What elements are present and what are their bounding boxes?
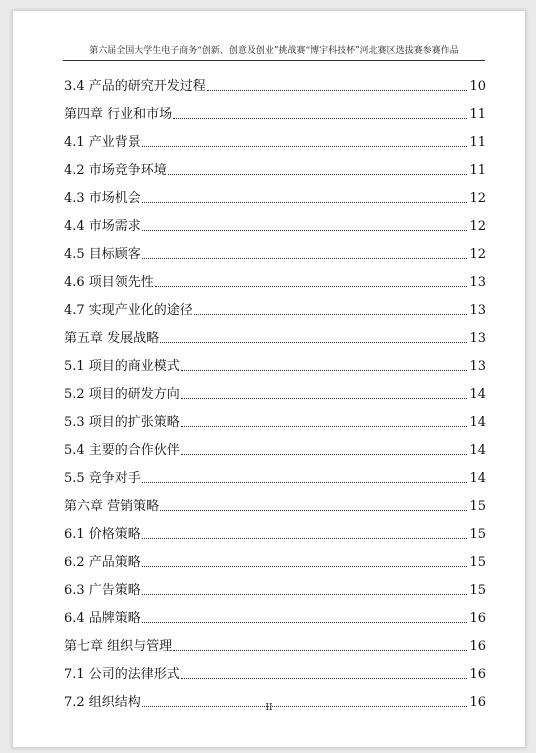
toc-entry[interactable] bbox=[64, 569, 486, 597]
toc-dot-leader bbox=[168, 173, 468, 175]
toc-entry[interactable] bbox=[64, 121, 486, 149]
page-number: II bbox=[265, 703, 273, 713]
toc-dot-leader bbox=[155, 285, 468, 287]
toc-dot-leader bbox=[160, 341, 467, 343]
toc-entry-label: 6.1 价格策略 bbox=[64, 527, 141, 542]
toc-dot-leader bbox=[142, 537, 468, 539]
toc-entry-label: 4.5 目标顾客 bbox=[64, 247, 141, 262]
toc-entry-page: 11 bbox=[469, 163, 486, 178]
toc-entry[interactable] bbox=[64, 653, 486, 681]
toc-entry-page: 12 bbox=[469, 191, 486, 206]
document-page bbox=[12, 10, 526, 748]
toc-entry-page: 16 bbox=[469, 611, 486, 626]
toc-entry[interactable] bbox=[64, 65, 486, 93]
toc-dot-leader bbox=[142, 145, 468, 147]
toc-entry[interactable] bbox=[64, 373, 486, 401]
toc-entry[interactable] bbox=[64, 149, 486, 177]
toc-entry[interactable] bbox=[64, 261, 486, 289]
toc-entry-page: 14 bbox=[469, 387, 486, 402]
toc-entry[interactable] bbox=[64, 233, 486, 261]
toc-entry-label: 4.1 产业背景 bbox=[64, 135, 141, 150]
toc-entry-page: 15 bbox=[469, 527, 486, 542]
toc-entry[interactable] bbox=[64, 345, 486, 373]
toc-entry-label: 3.4 产品的研究开发过程 bbox=[64, 79, 206, 94]
toc-entry[interactable] bbox=[64, 205, 486, 233]
toc-entry-label: 第五章 发展战略 bbox=[64, 331, 160, 346]
toc-dot-leader bbox=[142, 565, 468, 567]
toc-entry[interactable] bbox=[64, 177, 486, 205]
toc-entry-label: 6.2 产品策略 bbox=[64, 555, 141, 570]
toc-entry-page: 11 bbox=[469, 135, 486, 150]
toc-dot-leader bbox=[181, 677, 468, 679]
toc-entry-label: 6.4 品牌策略 bbox=[64, 611, 141, 626]
toc-entry[interactable] bbox=[64, 485, 486, 513]
toc-entry-page: 13 bbox=[469, 275, 486, 290]
toc-dot-leader bbox=[142, 229, 468, 231]
toc-entry-page: 12 bbox=[469, 247, 486, 262]
toc-entry-page: 10 bbox=[469, 79, 486, 94]
toc-entry-label: 4.2 市场竞争环境 bbox=[64, 163, 167, 178]
toc-entry[interactable] bbox=[64, 429, 486, 457]
toc-dot-leader bbox=[142, 201, 468, 203]
toc-entry[interactable] bbox=[64, 93, 486, 121]
toc-entry-page: 14 bbox=[469, 415, 486, 430]
toc-entry-label: 5.3 项目的扩张策略 bbox=[64, 415, 180, 430]
toc-entry-page: 13 bbox=[469, 359, 486, 374]
toc-entry-page: 13 bbox=[469, 331, 486, 346]
toc-entry[interactable] bbox=[64, 317, 486, 345]
toc-dot-leader bbox=[142, 593, 468, 595]
toc-dot-leader bbox=[207, 89, 468, 91]
toc-entry[interactable] bbox=[64, 457, 486, 485]
page-header: 第六届全国大学生电子商务“创新、创意及创业”挑战赛“博宇科技杯”河北赛区选拔赛参赛作品 bbox=[63, 43, 485, 61]
toc-entry[interactable] bbox=[64, 401, 486, 429]
toc-entry-label: 5.4 主要的合作伙伴 bbox=[64, 443, 180, 458]
toc-entry-page: 11 bbox=[469, 107, 486, 122]
toc-entry[interactable] bbox=[64, 541, 486, 569]
toc-entry-page: 16 bbox=[469, 695, 486, 710]
toc-dot-leader bbox=[194, 313, 468, 315]
toc-entry-label: 4.6 项目领先性 bbox=[64, 275, 154, 290]
toc-entry-label: 7.2 组织结构 bbox=[64, 695, 141, 710]
toc-entry-page: 14 bbox=[469, 443, 486, 458]
toc-entry-page: 12 bbox=[469, 219, 486, 234]
toc-dot-leader bbox=[173, 649, 467, 651]
toc-entry-page: 14 bbox=[469, 471, 486, 486]
toc-dot-leader bbox=[142, 257, 468, 259]
toc-dot-leader bbox=[181, 425, 468, 427]
toc-entry-label: 4.4 市场需求 bbox=[64, 219, 141, 234]
toc-entry-page: 15 bbox=[469, 499, 486, 514]
toc-entry[interactable] bbox=[64, 513, 486, 541]
toc-entry-label: 第四章 行业和市场 bbox=[64, 107, 173, 122]
toc-entry-label: 7.1 公司的法律形式 bbox=[64, 667, 180, 682]
toc-dot-leader bbox=[142, 621, 468, 623]
toc-entry-label: 第六章 营销策略 bbox=[64, 499, 160, 514]
toc-dot-leader bbox=[181, 369, 468, 371]
toc-dot-leader bbox=[181, 453, 468, 455]
toc-entry-label: 5.2 项目的研发方向 bbox=[64, 387, 180, 402]
toc-entry-label: 6.3 广告策略 bbox=[64, 583, 141, 598]
toc-entry-page: 13 bbox=[469, 303, 486, 318]
toc-entry[interactable] bbox=[64, 625, 486, 653]
toc-entry-label: 4.3 市场机会 bbox=[64, 191, 141, 206]
toc-dot-leader bbox=[181, 397, 468, 399]
toc-dot-leader bbox=[160, 509, 467, 511]
toc-entry-page: 16 bbox=[469, 667, 486, 682]
toc-entry[interactable] bbox=[64, 597, 486, 625]
toc-entry-label: 4.7 实现产业化的途径 bbox=[64, 303, 193, 318]
toc-entry-label: 第七章 组织与管理 bbox=[64, 639, 173, 654]
toc-entry-page: 15 bbox=[469, 583, 486, 598]
toc-dot-leader bbox=[173, 117, 467, 119]
toc-dot-leader bbox=[142, 481, 468, 483]
toc-entry-label: 5.5 竞争对手 bbox=[64, 471, 141, 486]
toc-entry-page: 16 bbox=[469, 639, 486, 654]
toc-entry-page: 15 bbox=[469, 555, 486, 570]
table-of-contents bbox=[64, 65, 486, 709]
toc-entry-label: 5.1 项目的商业模式 bbox=[64, 359, 180, 374]
toc-entry[interactable] bbox=[64, 289, 486, 317]
